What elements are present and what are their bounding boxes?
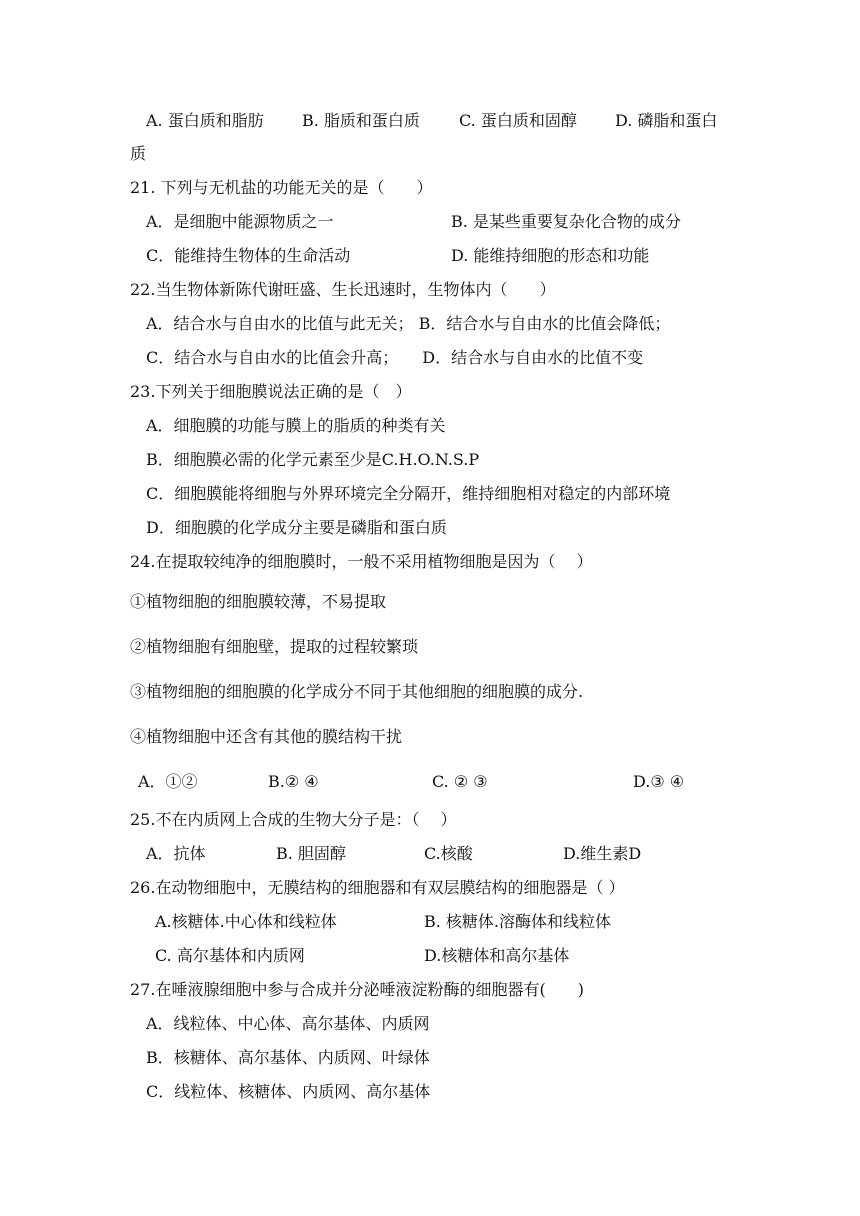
q20-option-b: B. 脂质和蛋白质: [302, 111, 420, 130]
q25-option-a: A．抗体: [146, 844, 206, 863]
q24-option-b: B.② ④: [268, 772, 319, 791]
q26-option-b: B. 核糖体.溶酶体和线粒体: [424, 912, 612, 931]
q20-option-a: A. 蛋白质和脂肪: [146, 111, 264, 130]
q23-option-a: A．细胞膜的功能与膜上的脂质的种类有关: [146, 416, 446, 435]
q26-stem: 26.在动物细胞中，无膜结构的细胞器和有双层膜结构的细胞器是（ ）: [130, 878, 625, 897]
q27-option-b: B．核糖体、高尔基体、内质网、叶绿体: [146, 1048, 430, 1067]
q25-stem: 25.不在内质网上合成的生物大分子是：（ ）: [130, 810, 457, 829]
q20-option-d: D. 磷脂和蛋白: [615, 111, 718, 130]
q26-option-d: D.核糖体和高尔基体: [424, 946, 570, 965]
q27-option-c: C．线粒体、核糖体、内质网、高尔基体: [146, 1082, 431, 1101]
q24-statement-2: ②植物细胞有细胞壁，提取的过程较繁琐: [130, 637, 419, 656]
q26-option-c: C. 高尔基体和内质网: [155, 946, 305, 965]
q24-statement-4: ④植物细胞中还含有其他的膜结构干扰: [130, 727, 403, 746]
q24-option-c: C. ② ③: [432, 772, 488, 791]
q23-stem: 23.下列关于细胞膜说法正确的是（ ）: [130, 382, 412, 401]
q25-option-c: C.核酸: [424, 844, 473, 863]
q21-option-d: D. 能维持细胞的形态和功能: [451, 246, 650, 265]
q22-options-ab: A．结合水与自由水的比值与此无关； B．结合水与自由水的比值会降低；: [146, 314, 671, 333]
q25-option-b: B. 胆固醇: [276, 844, 346, 863]
q20-option-c: C. 蛋白质和固醇: [459, 111, 577, 130]
q21-stem: 21. 下列与无机盐的功能无关的是（ ）: [130, 178, 433, 197]
q23-option-d: D．细胞膜的化学成分主要是磷脂和蛋白质: [146, 518, 447, 537]
q21-option-a: A．是细胞中能源物质之一: [146, 212, 334, 231]
q24-statement-3: ③植物细胞的细胞膜的化学成分不同于其他细胞的细胞膜的成分.: [130, 682, 584, 701]
q24-option-a: A．①②: [138, 772, 198, 791]
q23-option-b: B．细胞膜必需的化学元素至少是C.H.O.N.S.P: [146, 450, 480, 469]
q27-stem: 27.在唾液腺细胞中参与合成并分泌唾液淀粉酶的细胞器有( ): [130, 980, 584, 999]
q21-option-b: B. 是某些重要复杂化合物的成分: [451, 212, 681, 231]
q22-stem: 22.当生物体新陈代谢旺盛、生长迅速时，生物体内（ ）: [130, 280, 556, 299]
q23-option-c: C．细胞膜能将细胞与外界环境完全分隔开，维持细胞相对稳定的内部环境: [146, 484, 671, 503]
q22-options-cd: C．结合水与自由水的比值会升高； D．结合水与自由水的比值不变: [146, 348, 644, 367]
q25-option-d: D.维生素D: [563, 844, 642, 863]
q27-option-a: A．线粒体、中心体、高尔基体、内质网: [146, 1014, 430, 1033]
q21-option-c: C．能维持生物体的生命活动: [146, 246, 351, 265]
q24-stem: 24.在提取较纯净的细胞膜时，一般不采用植物细胞是因为（ ）: [130, 552, 593, 571]
q20-option-d-continued: 质: [130, 144, 147, 163]
q24-option-d: D.③ ④: [633, 772, 685, 791]
q24-statement-1: ①植物细胞的细胞膜较薄，不易提取: [130, 592, 387, 611]
q26-option-a: A.核糖体.中心体和线粒体: [155, 912, 337, 931]
